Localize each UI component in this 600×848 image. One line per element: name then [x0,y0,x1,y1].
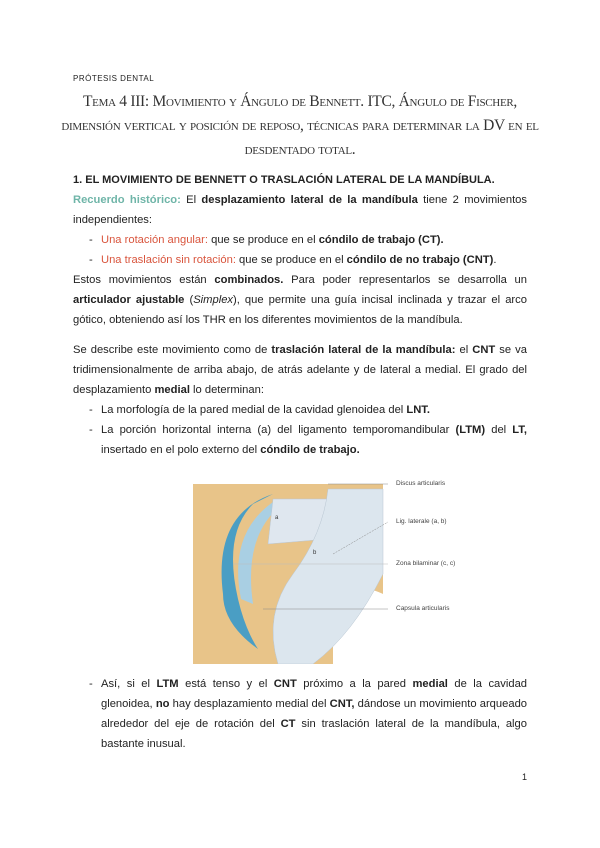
text-bold: LTM [156,678,179,690]
text: Se describe este movimiento como de [73,344,272,356]
section-heading: 1. EL MOVIMIENTO DE BENNETT O TRASLACIÓN LATERAL DE LA MANDÍBULA. [73,174,495,186]
text: próximo a la pared [296,678,413,690]
text-bold: medial [412,678,448,690]
figure-label: Capsula articularis [396,605,450,612]
text-bold: combinados. [214,274,284,286]
term-red: Una traslación sin rotación: [101,254,236,266]
text-italic: Simplex [193,294,234,306]
text: . [493,254,497,266]
determinants-list [73,400,527,460]
figure-labels [396,474,496,664]
document-body [73,170,527,754]
text: Para poder representarlos se desarrolla un [283,274,528,286]
text: que se produce en el [207,234,319,246]
figure-label: Discus articularis [396,480,446,487]
text: El [180,194,202,206]
text-bold: no [155,698,170,710]
text-bold: CNT [273,678,297,690]
mark-b: b [313,550,317,556]
text-bold: cóndilo de trabajo (CT). [318,234,444,246]
text: se va tridimensionalmente de arriba abajo, de atrás adelante y de lateral a medial. El grado del desplazamiento [73,344,527,396]
consequence-list [73,674,527,754]
text: insertado en el polo externo del [101,444,261,456]
text: Estos movimientos están [73,274,215,286]
text: La porción horizontal interna (a) del ligamento temporomandibular [101,424,456,436]
text: ), que permite una guía incisal inclinada y trazar el arco gótico, obteniendo así los THR en los diferentes movimientos de la mandíbula. [73,294,527,326]
text-bold: cóndilo de trabajo. [260,444,360,456]
text-bold: CNT [472,344,496,356]
text: está tenso y el [178,678,274,690]
text: del [485,424,513,436]
paragraph-translation [73,340,527,400]
text: hay desplazamiento medial del [169,698,330,710]
tmj-anatomy-figure [183,474,527,664]
mark-a: a [275,515,279,521]
term-red: Una rotación angular: [101,234,208,246]
list-item [73,250,527,270]
list-item [73,420,527,460]
list-item [73,400,527,420]
list-item [73,230,527,250]
historic-label: Recuerdo histórico: [73,194,181,206]
text: tiene 2 movimientos independientes: [73,194,527,226]
text: Así, si el [101,678,157,690]
text-bold: medial [154,384,190,396]
figure-label: Lig. laterale (a, b) [396,518,447,525]
page-number: 1 [521,772,527,782]
text-bold: (LTM) [455,424,486,436]
text-bold: traslación lateral de la mandíbula: [271,344,456,356]
text-bold: CNT, [329,698,355,710]
text: el [455,344,473,356]
text: que se produce en el [235,254,347,266]
tmj-illustration [183,474,388,664]
text: ( [184,294,194,306]
paragraph-historic [73,190,527,230]
running-header: PRÓTESIS DENTAL [73,74,155,83]
text: La morfología de la pared medial de la cavidad glenoidea del [101,404,407,416]
text: sin traslación lateral de la mandíbula, algo bastante inusual. [101,718,527,750]
figure-label: Zona bilaminar (c, c) [396,560,456,567]
page-title: Tema 4 III: Movimiento y Ángulo de Bennett. ITC, Ángulo de Fischer, dimensión vertical y posición de reposo, técnicas para determinar la DV en el desdentado total. [61,93,539,158]
text-bold: desplazamiento lateral de la mandíbula [201,194,418,206]
text: lo determinan: [189,384,264,396]
list-item [73,674,527,754]
paragraph-combined [73,270,527,330]
movement-list [73,230,527,270]
text-bold: CT [280,718,296,730]
tmj-illustration-wrap [183,474,388,664]
text: de la cavidad glenoidea, [101,678,528,710]
text-bold: articulador ajustable [73,294,185,306]
text-bold: cóndilo de no trabajo (CNT) [346,254,494,266]
text: dándose un movimiento arqueado alrededor del eje de rotación del [101,698,528,730]
text-bold: LNT. [406,404,431,416]
text-bold: LT, [512,424,527,436]
